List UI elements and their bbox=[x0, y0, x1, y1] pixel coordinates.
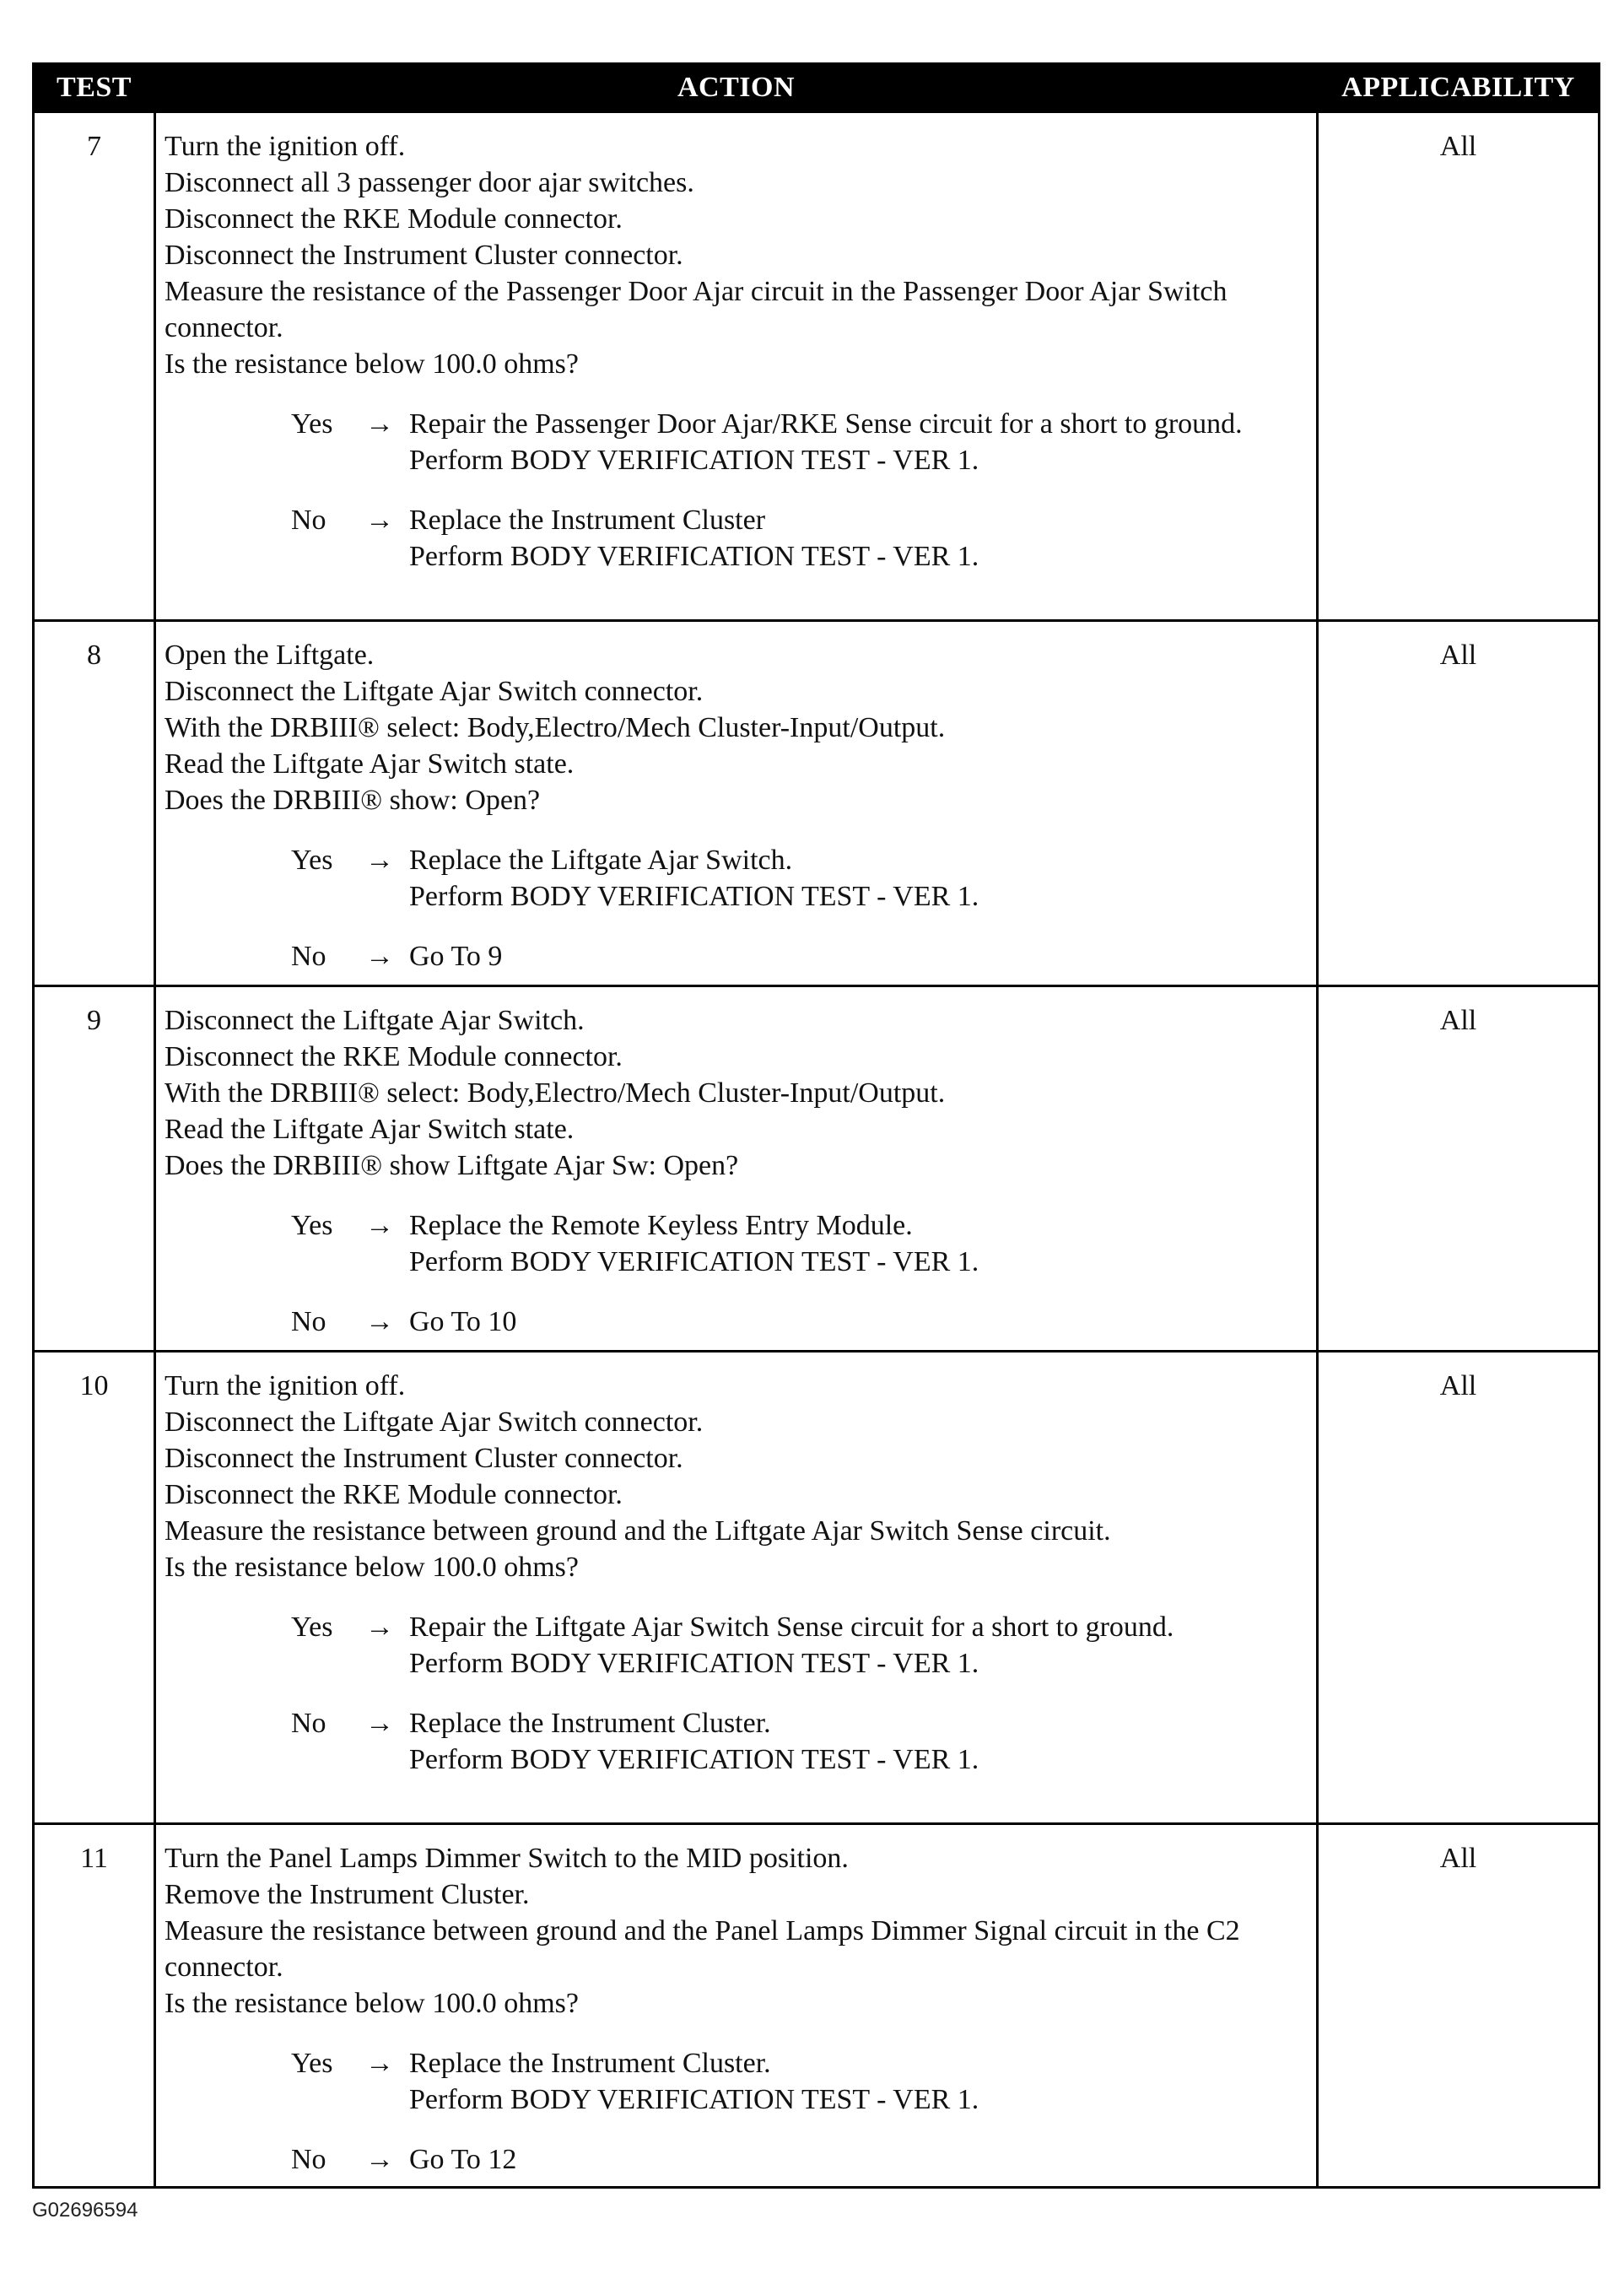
action-step: Open the Liftgate. bbox=[165, 640, 375, 671]
outcome-line: Perform BODY VERIFICATION TEST - VER 1. bbox=[409, 541, 979, 572]
applicability-value: All bbox=[1318, 112, 1600, 621]
applicability-value: All bbox=[1318, 986, 1600, 1352]
outcome-answer: No bbox=[291, 941, 326, 972]
outcome-line: Perform BODY VERIFICATION TEST - VER 1. bbox=[409, 2084, 979, 2115]
action-steps bbox=[165, 637, 1308, 818]
outcome-no bbox=[291, 502, 1308, 575]
action-cell bbox=[155, 621, 1318, 986]
outcome-result bbox=[409, 2045, 1308, 2118]
test-number: 7 bbox=[34, 112, 155, 621]
outcome-result bbox=[409, 406, 1308, 478]
outcome-answer: No bbox=[291, 505, 326, 536]
action-step: Is the resistance below 100.0 ohms? bbox=[165, 348, 579, 380]
action-step: Read the Liftgate Ajar Switch state. bbox=[165, 748, 575, 780]
action-step: Measure the resistance between ground and the Liftgate Ajar Switch Sense circuit. bbox=[165, 1515, 1111, 1547]
outcome-line: Go To 10 bbox=[409, 1306, 517, 1337]
outcome-yes bbox=[291, 1207, 1308, 1280]
arrow-right-icon: → bbox=[365, 1612, 394, 1643]
outcome-answer: Yes bbox=[291, 845, 333, 876]
arrow-right-icon: → bbox=[365, 1708, 394, 1739]
action-step: Measure the resistance of the Passenger Door Ajar circuit in the Passenger Door Ajar Switch connector. bbox=[165, 276, 1227, 343]
arrow-right-icon: → bbox=[365, 505, 394, 536]
outcome-line: Perform BODY VERIFICATION TEST - VER 1. bbox=[409, 445, 979, 476]
outcome-line: Replace the Instrument Cluster. bbox=[409, 1708, 771, 1739]
action-step: Turn the ignition off. bbox=[165, 131, 406, 162]
outcome-result bbox=[409, 2141, 1308, 2178]
table-row bbox=[34, 1352, 1600, 1824]
arrow-right-icon: → bbox=[365, 1306, 394, 1337]
test-number: 10 bbox=[34, 1352, 155, 1824]
outcome-no bbox=[291, 938, 1308, 975]
outcome-line: Replace the Instrument Cluster bbox=[409, 505, 766, 536]
action-step: Disconnect the Liftgate Ajar Switch connector. bbox=[165, 1406, 704, 1438]
applicability-value: All bbox=[1318, 1352, 1600, 1824]
outcome-answer: Yes bbox=[291, 2048, 333, 2079]
action-step: Disconnect the Instrument Cluster connector. bbox=[165, 240, 683, 271]
action-step: With the DRBIII® select: Body,Electro/Mech Cluster-Input/Output. bbox=[165, 1077, 946, 1109]
table-body bbox=[34, 112, 1600, 2188]
action-steps bbox=[165, 1002, 1308, 1184]
action-step: Disconnect the RKE Module connector. bbox=[165, 203, 623, 235]
outcome-no bbox=[291, 2141, 1308, 2178]
header-test: TEST bbox=[34, 64, 155, 112]
outcome-result bbox=[409, 1705, 1308, 1778]
outcome-answer: No bbox=[291, 1306, 326, 1337]
action-step: Disconnect the Liftgate Ajar Switch connector. bbox=[165, 676, 704, 707]
applicability-value: All bbox=[1318, 1824, 1600, 2188]
arrow-right-icon: → bbox=[365, 408, 394, 440]
arrow-right-icon: → bbox=[365, 941, 394, 972]
test-number: 9 bbox=[34, 986, 155, 1352]
outcome-result bbox=[409, 1207, 1308, 1280]
table-header-row bbox=[34, 64, 1600, 112]
outcome-result bbox=[409, 1304, 1308, 1340]
action-step: Disconnect the Liftgate Ajar Switch. bbox=[165, 1005, 585, 1036]
outcome-line: Replace the Liftgate Ajar Switch. bbox=[409, 845, 793, 876]
outcome-answer: Yes bbox=[291, 1612, 333, 1643]
outcome-no bbox=[291, 1705, 1308, 1778]
diagnostic-test-table bbox=[32, 62, 1600, 2189]
outcome-result bbox=[409, 502, 1308, 575]
outcome-yes bbox=[291, 406, 1308, 478]
outcome-answer: No bbox=[291, 1708, 326, 1739]
table-row bbox=[34, 112, 1600, 621]
action-steps bbox=[165, 1840, 1308, 2022]
header-action: ACTION bbox=[155, 64, 1318, 112]
action-step: Disconnect the Instrument Cluster connector. bbox=[165, 1443, 683, 1474]
action-step: Disconnect all 3 passenger door ajar switches. bbox=[165, 167, 694, 198]
outcome-answer: Yes bbox=[291, 1210, 333, 1241]
action-steps bbox=[165, 1368, 1308, 1585]
test-number: 8 bbox=[34, 621, 155, 986]
figure-code: G02696594 bbox=[32, 2199, 138, 2222]
action-step: Measure the resistance between ground and the Panel Lamps Dimmer Signal circuit in the C2 connector. bbox=[165, 1915, 1240, 1983]
arrow-right-icon: → bbox=[365, 2048, 394, 2079]
outcome-result bbox=[409, 842, 1308, 915]
outcome-line: Repair the Liftgate Ajar Switch Sense circuit for a short to ground. bbox=[409, 1612, 1174, 1643]
action-step: Read the Liftgate Ajar Switch state. bbox=[165, 1114, 575, 1145]
action-step: Disconnect the RKE Module connector. bbox=[165, 1041, 623, 1072]
action-cell bbox=[155, 1352, 1318, 1824]
action-step: With the DRBIII® select: Body,Electro/Mech Cluster-Input/Output. bbox=[165, 712, 946, 743]
outcome-line: Perform BODY VERIFICATION TEST - VER 1. bbox=[409, 1648, 979, 1679]
arrow-right-icon: → bbox=[365, 1210, 394, 1241]
action-step: Remove the Instrument Cluster. bbox=[165, 1879, 530, 1910]
outcome-line: Perform BODY VERIFICATION TEST - VER 1. bbox=[409, 881, 979, 912]
action-step: Is the resistance below 100.0 ohms? bbox=[165, 1988, 579, 2019]
outcome-yes bbox=[291, 2045, 1308, 2118]
applicability-value: All bbox=[1318, 621, 1600, 986]
outcome-line: Repair the Passenger Door Ajar/RKE Sense circuit for a short to ground. bbox=[409, 408, 1243, 440]
table-row bbox=[34, 1824, 1600, 2188]
arrow-right-icon: → bbox=[365, 2144, 394, 2175]
outcome-yes bbox=[291, 842, 1308, 915]
action-step: Turn the Panel Lamps Dimmer Switch to the MID position. bbox=[165, 1843, 849, 1874]
diagnostic-procedure-document bbox=[32, 62, 1598, 2189]
action-cell bbox=[155, 986, 1318, 1352]
outcome-answer: No bbox=[291, 2144, 326, 2175]
test-number: 11 bbox=[34, 1824, 155, 2188]
outcome-result bbox=[409, 938, 1308, 975]
action-step: Disconnect the RKE Module connector. bbox=[165, 1479, 623, 1510]
table-row bbox=[34, 986, 1600, 1352]
outcome-line: Perform BODY VERIFICATION TEST - VER 1. bbox=[409, 1744, 979, 1775]
outcome-line: Perform BODY VERIFICATION TEST - VER 1. bbox=[409, 1246, 979, 1277]
outcome-result bbox=[409, 1609, 1308, 1682]
outcome-no bbox=[291, 1304, 1308, 1340]
outcome-line: Replace the Instrument Cluster. bbox=[409, 2048, 771, 2079]
outcome-line: Replace the Remote Keyless Entry Module. bbox=[409, 1210, 913, 1241]
action-cell bbox=[155, 1824, 1318, 2188]
outcome-yes bbox=[291, 1609, 1308, 1682]
action-cell bbox=[155, 112, 1318, 621]
outcome-answer: Yes bbox=[291, 408, 333, 440]
action-step: Turn the ignition off. bbox=[165, 1370, 406, 1401]
action-step: Is the resistance below 100.0 ohms? bbox=[165, 1552, 579, 1583]
outcome-line: Go To 9 bbox=[409, 941, 503, 972]
action-step: Does the DRBIII® show Liftgate Ajar Sw: Open? bbox=[165, 1150, 739, 1181]
action-step: Does the DRBIII® show: Open? bbox=[165, 785, 541, 816]
table-row bbox=[34, 621, 1600, 986]
outcome-line: Go To 12 bbox=[409, 2144, 517, 2175]
action-steps bbox=[165, 128, 1308, 382]
header-applicability: APPLICABILITY bbox=[1318, 64, 1600, 112]
arrow-right-icon: → bbox=[365, 845, 394, 876]
